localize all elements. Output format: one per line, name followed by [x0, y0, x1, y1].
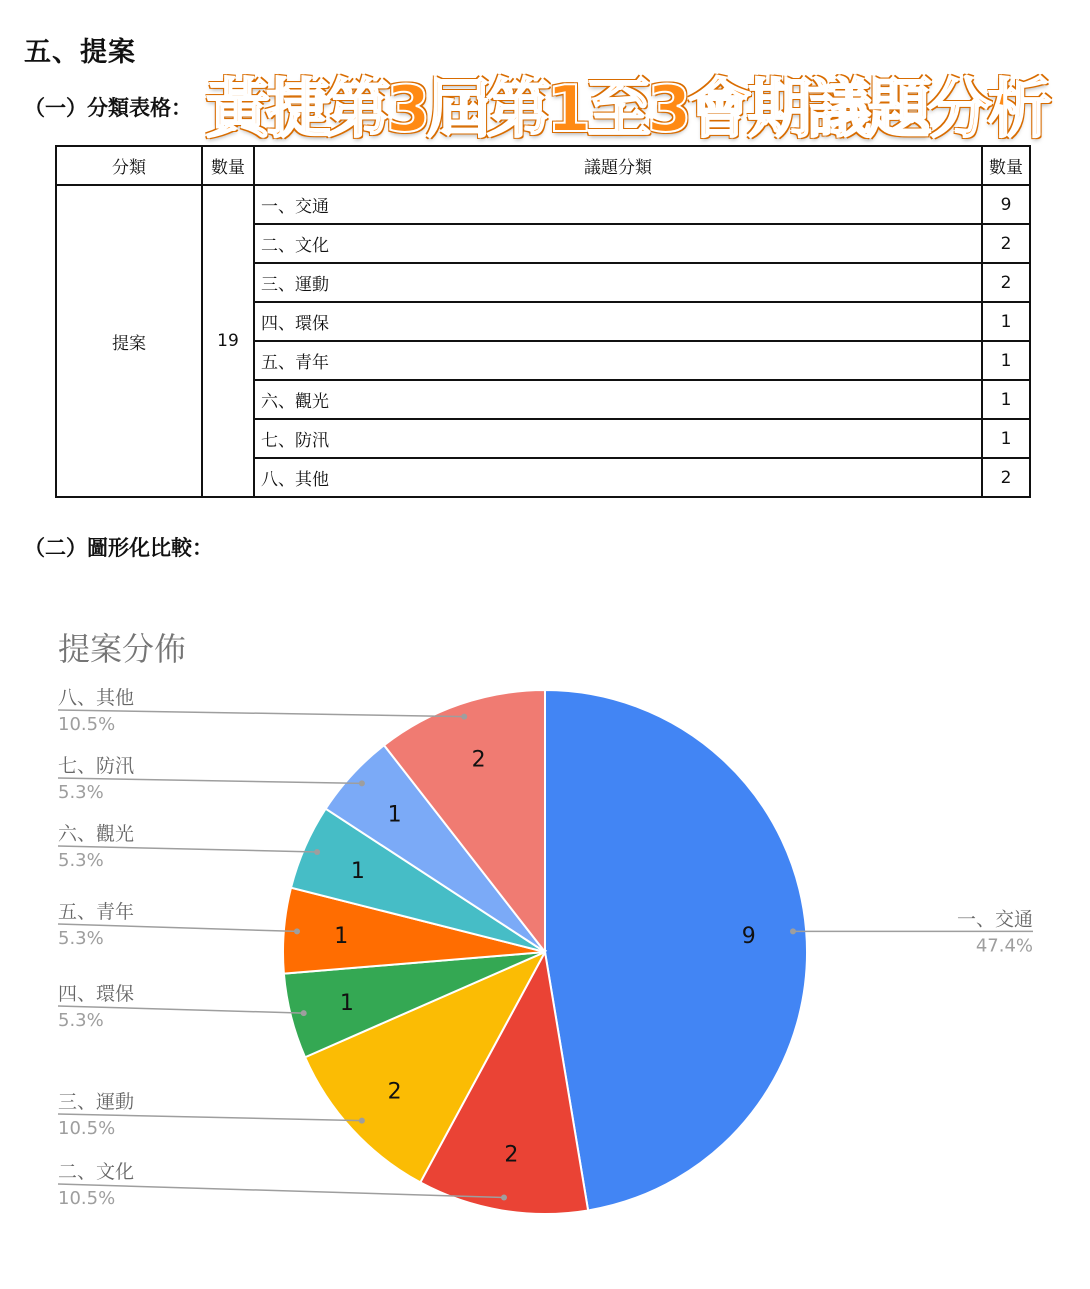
proposal-table [55, 145, 1031, 498]
category-cell: 提案 [56, 185, 202, 497]
slice-percent-label: 5.3% [58, 782, 104, 803]
leader-dot [790, 928, 796, 934]
slice-name-label: 六、觀光 [58, 823, 135, 845]
slice-percent-label: 5.3% [58, 1010, 104, 1031]
slice-percent-label: 10.5% [58, 1188, 116, 1209]
table-header-row [56, 146, 1030, 185]
pie-slices [283, 690, 807, 1214]
leader-dot [301, 1010, 307, 1016]
topic-cell: 四、環保 [254, 302, 982, 341]
leader-dot [359, 1118, 365, 1124]
slice-percent-label: 47.4% [975, 935, 1033, 957]
table-subheading: （一）分類表格： [24, 96, 192, 120]
slice-value-label: 9 [741, 924, 756, 950]
slice-name-label: 四、環保 [58, 983, 135, 1005]
slice-value-label: 1 [339, 991, 354, 1017]
slice-value-label: 2 [387, 1079, 402, 1105]
slice-name-label: 七、防汛 [58, 755, 135, 777]
leader-dot [294, 928, 300, 934]
count-cell: 2 [982, 458, 1030, 497]
total-cell: 19 [202, 185, 254, 497]
topic-cell: 七、防汛 [254, 419, 982, 458]
slice-name-label: 三、運動 [58, 1091, 135, 1113]
slice-name-label: 八、其他 [58, 687, 135, 709]
header-topic: 議題分類 [254, 146, 982, 185]
leader-line [58, 710, 464, 717]
pie-chart-svg [0, 600, 1090, 1260]
slice-name-label: 五、青年 [58, 901, 135, 923]
topic-cell: 八、其他 [254, 458, 982, 497]
chart-title: 提案分佈 [58, 630, 187, 668]
leader-dot [501, 1195, 507, 1201]
leader-dot [359, 780, 365, 786]
topic-cell: 五、青年 [254, 341, 982, 380]
count-cell: 1 [982, 302, 1030, 341]
leader-dot [314, 849, 320, 855]
slice-name-label: 一、交通 [956, 908, 1033, 931]
header-topic-count: 數量 [982, 146, 1030, 185]
slice-percent-label: 10.5% [58, 714, 116, 735]
count-cell: 1 [982, 380, 1030, 419]
count-cell: 2 [982, 224, 1030, 263]
topic-cell: 六、觀光 [254, 380, 982, 419]
count-cell: 1 [982, 419, 1030, 458]
table-row [56, 185, 1030, 224]
leader-dot [461, 714, 467, 720]
slice-value-label: 2 [504, 1142, 519, 1168]
slice-value-label: 1 [387, 802, 402, 828]
topic-cell: 一、交通 [254, 185, 982, 224]
topic-cell: 三、運動 [254, 263, 982, 302]
section-title: 五、提案 [24, 37, 136, 68]
header-category: 分類 [56, 146, 202, 185]
slice-name-label: 二、文化 [58, 1161, 135, 1183]
count-cell: 1 [982, 341, 1030, 380]
count-cell: 9 [982, 185, 1030, 224]
chart-subheading: （二）圖形化比較： [24, 536, 213, 560]
slice-value-label: 1 [350, 858, 365, 884]
slice-percent-label: 5.3% [58, 928, 104, 949]
count-cell: 2 [982, 263, 1030, 302]
banner-title: 黃捷第3屆第1至3會期議題分析 [206, 73, 1048, 147]
topic-cell: 二、文化 [254, 224, 982, 263]
pie-chart [0, 600, 1090, 1260]
slice-percent-label: 5.3% [58, 850, 104, 871]
slice-percent-label: 10.5% [58, 1118, 116, 1139]
pie-slice [545, 690, 807, 1210]
slice-value-label: 1 [334, 924, 349, 950]
slice-value-label: 2 [471, 747, 486, 773]
header-count: 數量 [202, 146, 254, 185]
